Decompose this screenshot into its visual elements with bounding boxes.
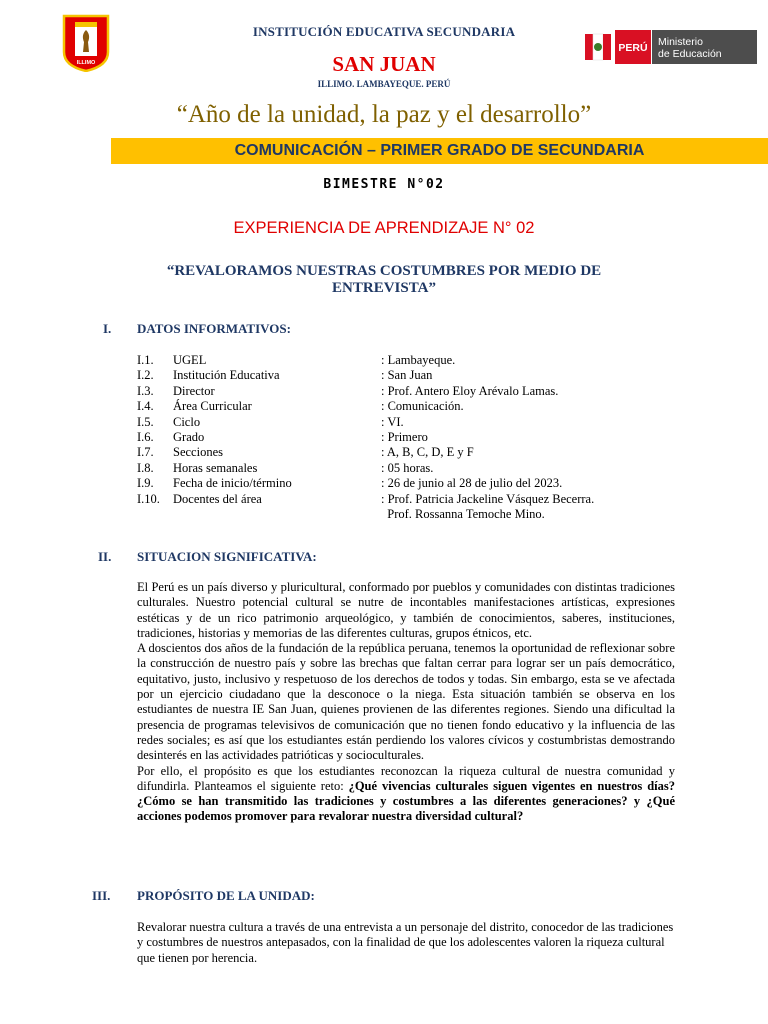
info-code: I.7. [137,445,154,460]
school-name: SAN JUAN [332,52,436,76]
info-code: I.6. [137,430,154,444]
situacion-text [137,580,675,825]
info-label: UGEL [173,353,207,367]
section-number: II. [98,549,112,564]
year-motto: “Año de la unidad, la paz y el desarrollo” [176,101,592,128]
bimestre-label: BIMESTRE N°02 [323,177,445,192]
info-label: Fecha de inicio/término [173,476,292,491]
info-value: : Prof. Antero Eloy Arévalo Lamas. [381,383,559,398]
crest-text: ILLIMO [76,60,96,66]
info-code: I.2. [137,368,154,383]
school-type: INSTITUCIÓN EDUCATIVA SECUNDARIA [252,24,516,39]
section-number: I. [103,321,112,336]
info-value: Prof. Rossanna Temoche Mino. [381,507,545,521]
info-code: I.3. [137,383,154,398]
info-code: I.8. [137,460,154,475]
info-label: Área Curricular [173,399,252,414]
school-location: ILLIMO. LAMBAYEQUE. PERÚ [317,79,451,89]
section-title: SITUACION SIGNIFICATIVA: [137,549,317,564]
info-code: I.5. [137,414,154,429]
info-label: Director [173,383,215,398]
section-title: PROPÓSITO DE LA UNIDAD: [137,888,315,903]
info-value: : A, B, C, D, E y F [381,445,474,460]
info-value: : 26 de junio al 28 de julio del 2023. [381,476,563,491]
info-code: I.4. [137,399,154,414]
unit-title: “REVALORAMOS NUESTRAS COSTUMBRES POR MEDIO DE ENTREVISTA” [166,263,602,296]
minedu-ministry-line2: de Educación [658,48,722,60]
info-value: : San Juan [381,368,433,383]
proposito-text: Revalorar nuestra cultura a través de una entrevista a un personaje del distrito, conocedor de las tradiciones y costumbres de nuestros antepasados, con la finalidad de que los adolescentes valoren la riqueza cultural que tienen por herencia. [137,920,674,965]
info-value: : Comunicación. [381,399,464,414]
info-label: Horas semanales [173,460,258,475]
course-bar-text: COMUNICACIÓN – PRIMER GRADO DE SECUNDARIA [234,142,645,159]
info-label: Secciones [173,445,223,460]
info-label: Ciclo [173,414,201,429]
situacion-paragraph-1: El Perú es un país diverso y pluricultural, conformado por pueblos y comunidades con distintas tradiciones culturales. Nuestro potencial cultural se nutre de incontables manifestaciones artísticas, expresiones estéticas y de un rico patrimonio arqueológico, y también de conocimientos, saberes, instituciones, tradiciones, historias y memorias de las diferentes culturas, grupos étnicos, etc. [137,580,675,640]
situacion-paragraph-3-text: Por ello, el propósito es que los estudiantes reconozcan la riqueza cultural de nuestra comunidad y difundirla. Planteamos el siguiente reto: [137,763,675,793]
experiencia-title: EXPERIENCIA DE APRENDIZAJE N° 02 [233,219,535,237]
info-value: : Lambayeque. [381,353,456,367]
info-label: Grado [173,430,205,444]
info-value: : Primero [381,430,428,444]
info-label: Institución Educativa [173,368,280,383]
info-value: : Prof. Patricia Jackeline Vásquez Becerra. [381,491,595,506]
info-code: I.1. [137,353,154,367]
info-code: I.9. [137,476,154,491]
situacion-paragraph-3 [137,764,675,825]
situacion-paragraph-2: A doscientos dos años de la fundación de la república peruana, tenemos la oportunidad de reflexionar sobre la construcción de nuestro país y sobre las brechas que faltan cerrar para lograr ser un país democrático, equitativo, justo, inclusivo y respetuoso de los derechos de todos y todas. Sin embargo, esta se ve afectada por un ejercicio ciudadano que la desconoce o la niega. Esta situación también se observa en los estudiantes de nuestra IE San Juan, quienes provienen de las diferentes regiones. Siendo una dificultad la presencia de programas televisivos de comunicación que no tienen fondo educativo y la influencia de las redes sociales; es así que los estudiantes están perdiendo los valores cívicos y costumbristas demostrando desinterés en las actividades patrióticas y socioculturales. [137,641,675,763]
minedu-country: PERÚ [618,42,648,54]
info-label: Docentes del área [173,491,262,506]
info-value: : 05 horas. [381,460,434,475]
minedu-logo [583,30,757,64]
section-number: III. [92,888,111,903]
info-value: : VI. [381,414,404,429]
situacion-challenge-questions: ¿Qué vivencias culturales siguen vigentes en nuestros días? ¿Cómo se han transmitido las tradiciones y costumbres a las diferentes generaciones? y ¿Qué acciones podemos promover para revalorar nuestra diversidad cultural? [137,778,675,824]
minedu-ministry-line1: Ministerio [658,36,703,48]
section-title: DATOS INFORMATIVOS: [137,321,291,336]
info-code: I.10. [137,491,160,506]
